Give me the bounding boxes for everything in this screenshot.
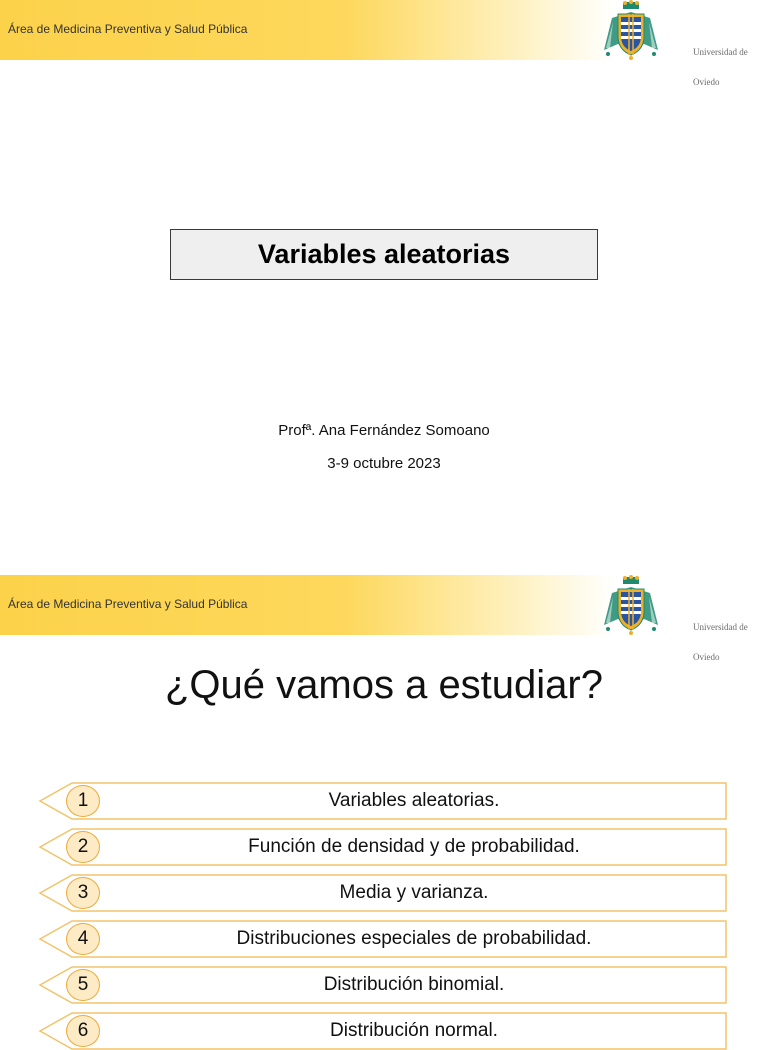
agenda-heading: ¿Qué vamos a estudiar? — [165, 663, 603, 707]
date-line: 3-9 octubre 2023 — [327, 455, 441, 472]
agenda-item — [38, 782, 728, 820]
agenda-item-number: 6 — [66, 1015, 100, 1047]
agenda-item — [38, 1012, 728, 1050]
university-name-line1: Universidad de — [693, 622, 748, 632]
agenda-item-number: 4 — [66, 923, 100, 955]
agenda-item-label: Variables aleatorias. — [328, 790, 500, 811]
header-banner — [0, 575, 768, 662]
slide-title-text: Variables aleatorias — [257, 239, 511, 269]
slide-title-box — [170, 229, 598, 280]
slide-agenda — [0, 575, 768, 1041]
university-crest-icon — [598, 575, 664, 635]
agenda-item-label: Media y varianza. — [339, 882, 489, 903]
agenda-item-label: Distribuciones especiales de probabilidad. — [236, 928, 592, 949]
agenda-item-number: 2 — [66, 831, 100, 863]
author-line: Profª. Ana Fernández Somoano — [278, 422, 490, 439]
department-label: Área de Medicina Preventiva y Salud Pública — [8, 597, 248, 611]
university-name-line2: Oviedo — [693, 77, 720, 87]
university-name-line1: Universidad de — [693, 47, 748, 57]
agenda-item — [38, 920, 728, 958]
agenda-item — [38, 966, 728, 1004]
agenda-item-number: 5 — [66, 969, 100, 1001]
university-name — [693, 27, 748, 107]
agenda-item-number: 1 — [66, 785, 100, 817]
agenda-item-number: 3 — [66, 877, 100, 909]
agenda-item — [38, 828, 728, 866]
agenda-item-label: Función de densidad y de probabilidad. — [248, 836, 580, 857]
agenda-item-label: Distribución normal. — [330, 1020, 498, 1041]
university-crest-icon — [598, 0, 664, 60]
university-name-line2: Oviedo — [693, 652, 720, 662]
department-label: Área de Medicina Preventiva y Salud Pública — [8, 22, 248, 36]
agenda-item — [38, 874, 728, 912]
header-banner — [0, 0, 768, 87]
agenda-item-label: Distribución binomial. — [323, 974, 505, 995]
